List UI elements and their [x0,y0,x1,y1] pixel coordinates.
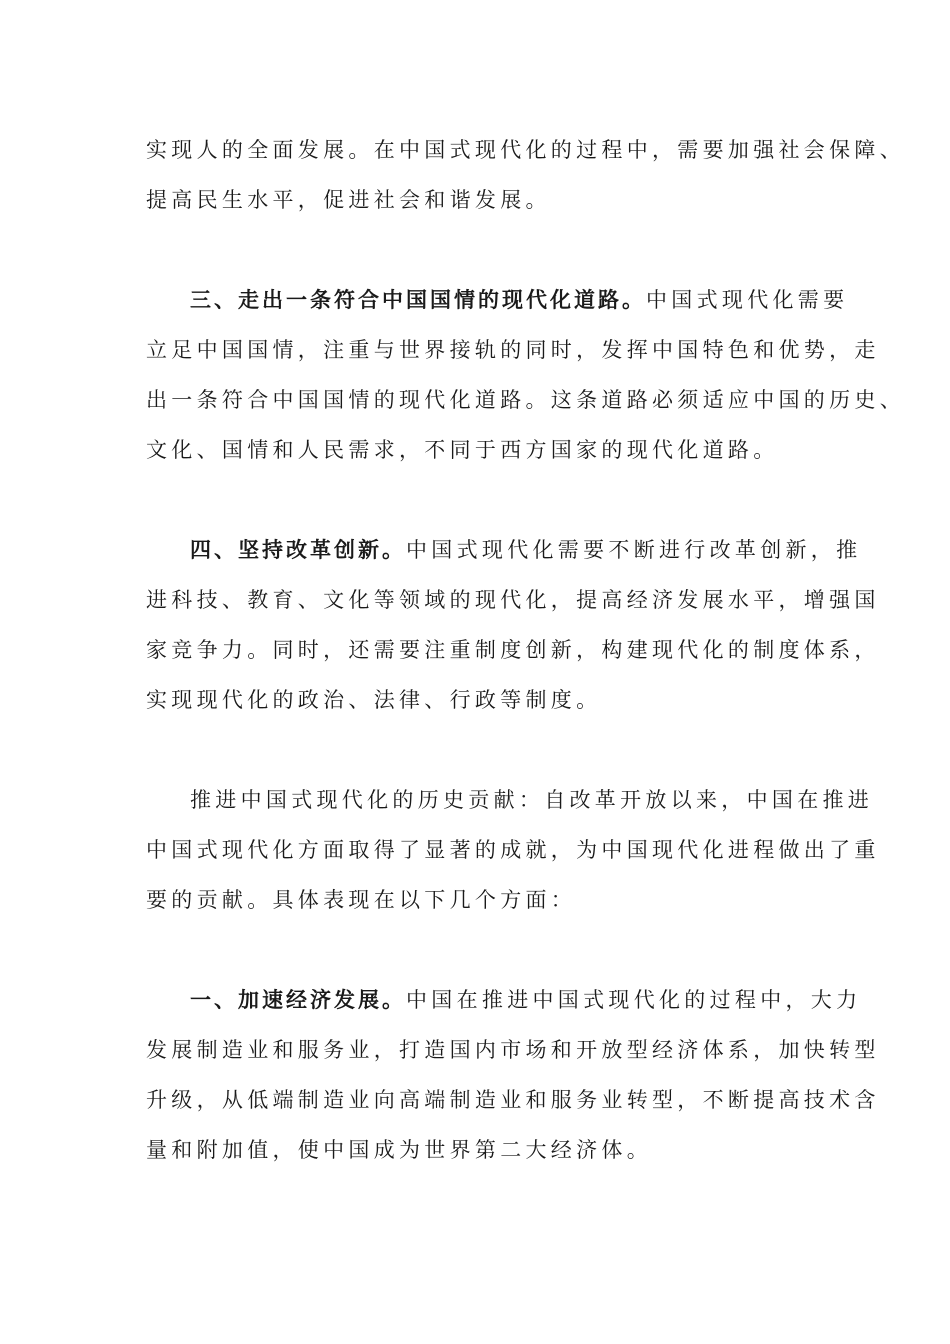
text-line: 中国式现代化方面取得了显著的成就，为中国现代化进程做出了重 [146,838,880,862]
text-line: 进科技、教育、文化等领域的现代化，提高经济发展水平，增强国 [146,588,880,612]
text-run: 中国式现代化需要不断进行改革创新，推 [406,538,862,562]
text-line: 要的贡献。具体表现在以下几个方面： [146,888,577,912]
text-line: 实现现代化的政治、法律、行政等制度。 [146,688,602,712]
text-line: 量和附加值，使中国成为世界第二大经济体。 [146,1138,652,1162]
section-heading: 三、走出一条符合中国国情的现代化道路。 [190,287,646,312]
section-heading: 一、加速经济发展。 [190,987,406,1012]
text-line: 发展制造业和服务业，打造国内市场和开放型经济体系，加快转型 [146,1038,880,1062]
paragraph-first-line [190,986,861,1014]
text-run: 中国在推进中国式现代化的过程中，大力 [406,988,862,1012]
section-heading: 四、坚持改革创新。 [190,537,406,562]
text-line: 立足中国国情，注重与世界接轨的同时，发挥中国特色和优势，走 [146,338,880,362]
paragraph-first-line: 推进中国式现代化的历史贡献：自改革开放以来，中国在推进 [190,788,874,812]
text-line: 家竞争力。同时，还需要注重制度创新，构建现代化的制度体系， [146,638,880,662]
text-line: 文化、国情和人民需求，不同于西方国家的现代化道路。 [146,438,779,462]
text-line: 实现人的全面发展。在中国式现代化的过程中，需要加强社会保障、 [146,138,905,162]
text-run: 中国式现代化需要 [646,288,849,312]
paragraph-first-line [190,286,848,314]
text-line: 出一条符合中国国情的现代化道路。这条道路必须适应中国的历史、 [146,388,905,412]
text-line: 提高民生水平，促进社会和谐发展。 [146,188,551,212]
text-line: 升级，从低端制造业向高端制造业和服务业转型，不断提高技术含 [146,1088,880,1112]
paragraph-first-line [190,536,861,564]
